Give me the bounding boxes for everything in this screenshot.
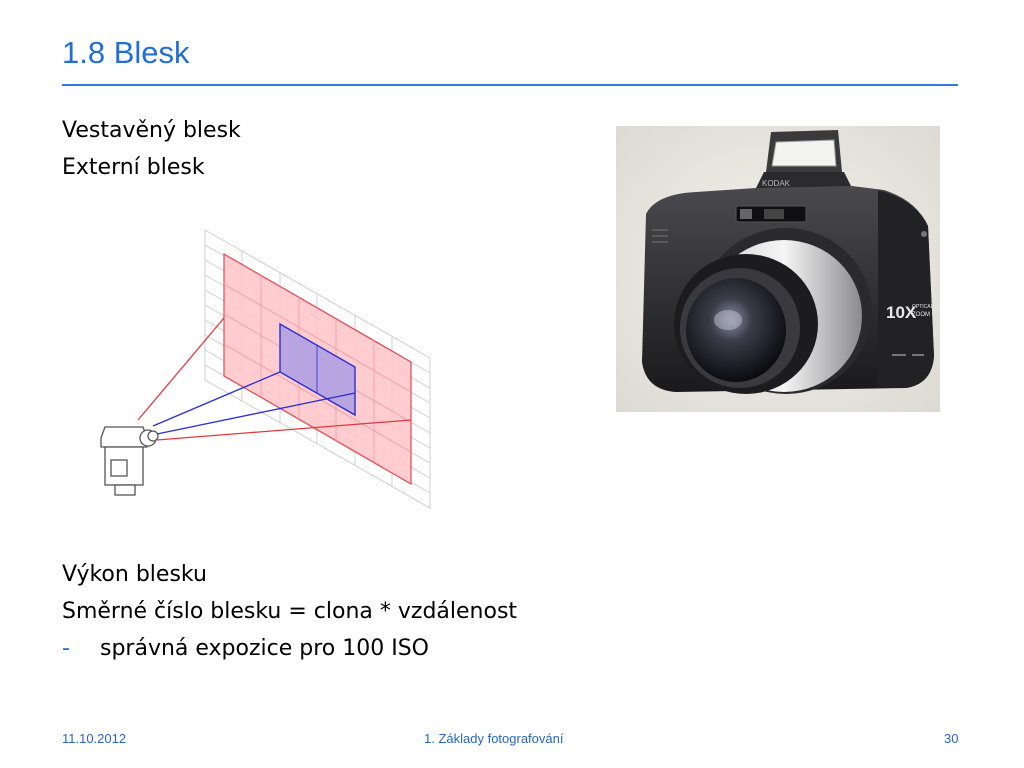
external-flash-icon: [101, 427, 158, 495]
lower-text: [62, 556, 517, 667]
footer-page-number: 30: [944, 731, 959, 746]
footer-date: 11.10.2012: [62, 731, 127, 746]
title-divider: [62, 84, 958, 86]
digital-camera-photo: [616, 126, 940, 412]
intro-text: [62, 112, 241, 186]
intro-line-builtin-flash: Vestavěný blesk: [62, 118, 241, 143]
svg-text:10X: 10X: [886, 303, 917, 322]
svg-text:OPTICAL: OPTICAL: [912, 304, 934, 310]
flash-coverage-diagram: [95, 222, 440, 512]
flash-power-heading: Výkon blesku: [62, 562, 207, 587]
bullet-text: správná expozice pro 100 ISO: [100, 636, 430, 661]
bullet-item: [62, 630, 517, 667]
slide-title: 1.8 Blesk: [62, 35, 190, 70]
footer-course: 1. Základy fotografování: [424, 731, 564, 746]
intro-line-external-flash: Externí blesk: [62, 155, 205, 180]
camera-brand: KODAK: [762, 179, 791, 188]
svg-text:ZOOM: ZOOM: [912, 312, 930, 318]
bullet-dash: -: [62, 636, 70, 661]
guide-number-formula: Směrné číslo blesku = clona * vzdálenost: [62, 599, 518, 624]
